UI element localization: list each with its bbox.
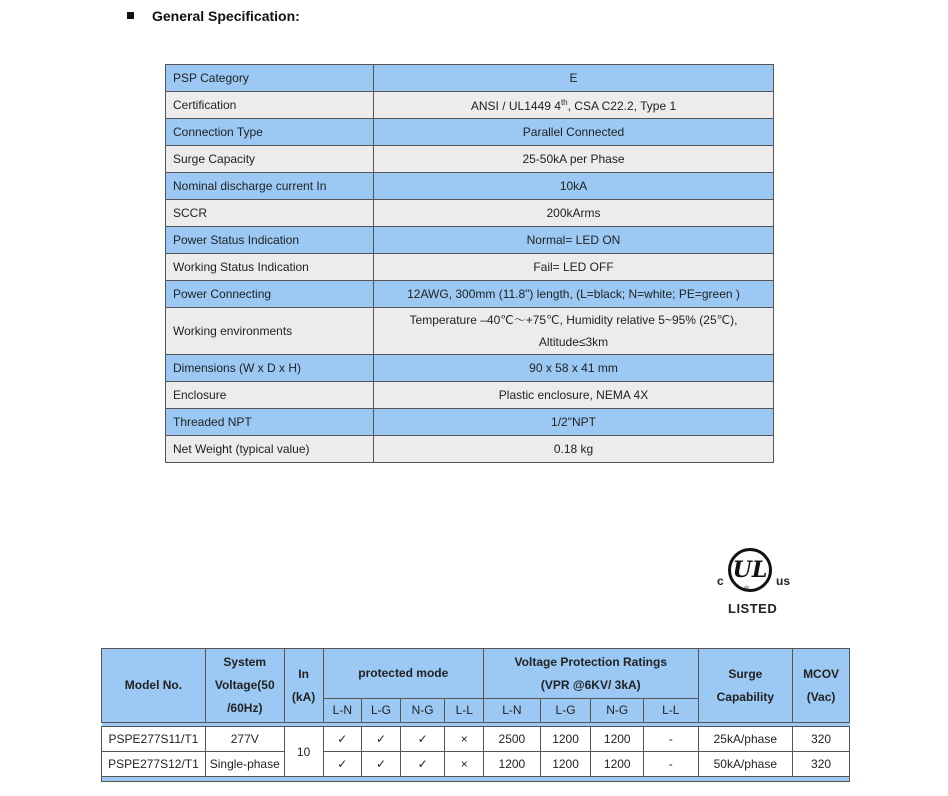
header-vpr-ng: N-G [591,699,644,723]
model-table [101,648,850,782]
section-heading [127,8,300,24]
spec-value: 0.18 kg [374,436,774,463]
spec-label: Dimensions (W x D x H) [166,355,374,382]
vpr-cell: 1200 [484,752,541,777]
spec-value: Normal= LED ON [374,227,774,254]
ul-logo-listed: LISTED [728,601,778,616]
spec-value: 12AWG, 300mm (11.8") length, (L=black; N=white; PE=green ) [374,281,774,308]
header-vpr-ln: L-N [484,699,541,723]
spec-row [166,254,774,281]
mode-cell: ✓ [400,752,445,777]
vpr-cell: - [644,752,698,777]
spec-row [166,409,774,436]
header-in: In (kA) [284,649,323,723]
spec-row [166,65,774,92]
mode-cell: ✓ [400,727,445,752]
header-pm-ln: L-N [323,699,362,723]
spec-label: Power Status Indication [166,227,374,254]
vpr-cell: - [644,727,698,752]
table-row [102,727,850,752]
spec-label: SCCR [166,200,374,227]
mode-cell: ✓ [362,727,401,752]
spec-label: PSP Category [166,65,374,92]
spec-row [166,146,774,173]
spec-value: Temperature –40℃～+75℃, Humidity relative 5~95% (25℃), Altitude≤3km [374,308,774,355]
section-heading-text: General Specification: [152,8,300,24]
spec-value: 1/2"NPT [374,409,774,436]
spec-label: Nominal discharge current In [166,173,374,200]
header-vpr-lg: L-G [540,699,591,723]
spec-row [166,119,774,146]
spec-label: Connection Type [166,119,374,146]
header-pm-ng: N-G [400,699,445,723]
spec-row [166,281,774,308]
general-spec-table [165,64,774,463]
mode-cell: × [445,727,484,752]
spec-label: Working Status Indication [166,254,374,281]
spec-label: Enclosure [166,382,374,409]
spec-label: Net Weight (typical value) [166,436,374,463]
spec-value: 200kArms [374,200,774,227]
spec-row [166,227,774,254]
spec-row [166,382,774,409]
mode-cell: ✓ [323,727,362,752]
spec-row [166,200,774,227]
mcov-cell: 320 [793,752,850,777]
vpr-cell: 1200 [591,727,644,752]
spec-row [166,92,774,119]
ul-listed-logo [714,548,798,620]
surge-cell: 25kA/phase [698,727,793,752]
spec-value: 90 x 58 x 41 mm [374,355,774,382]
spec-value: Plastic enclosure, NEMA 4X [374,382,774,409]
ul-logo-circle: UL [728,548,772,592]
mode-cell: × [445,752,484,777]
header-vpr-ll: L-L [644,699,698,723]
ul-logo-reg: ® [744,586,750,593]
surge-cell: 50kA/phase [698,752,793,777]
spec-value: E [374,65,774,92]
header-mcov: MCOV (Vac) [793,649,850,723]
spec-value: 10kA [374,173,774,200]
header-pm-lg: L-G [362,699,401,723]
header-protected-mode: protected mode [323,649,484,699]
spec-label: Threaded NPT [166,409,374,436]
ul-logo-c: c [717,574,724,588]
vpr-cell: 1200 [591,752,644,777]
mode-cell: ✓ [323,752,362,777]
mcov-cell: 320 [793,727,850,752]
header-pm-ll: L-L [445,699,484,723]
ul-logo-us: us [776,574,791,588]
spec-value: Parallel Connected [374,119,774,146]
in-cell: 10 [284,727,323,777]
table-row [102,752,850,777]
mode-cell: ✓ [362,752,401,777]
model-cell: PSPE277S11/T1 [102,727,206,752]
spec-value: 25-50kA per Phase [374,146,774,173]
vpr-cell: 1200 [540,727,591,752]
header-vpr: Voltage Protection Ratings (VPR @6KV/ 3kA) [484,649,698,699]
spec-label: Working environments [166,308,374,355]
voltage-cell: 277V [205,727,284,752]
spec-value: ANSI / UL1449 4th, CSA C22.2, Type 1 [374,92,774,119]
bullet-icon [127,12,134,19]
spec-label: Surge Capacity [166,146,374,173]
header-model: Model No. [102,649,206,723]
header-surge: Surge Capability [698,649,793,723]
spec-label: Power Connecting [166,281,374,308]
spec-row [166,173,774,200]
spec-label: Certification [166,92,374,119]
spec-value: Fail= LED OFF [374,254,774,281]
spec-row [166,355,774,382]
spec-row [166,436,774,463]
vpr-cell: 2500 [484,727,541,752]
voltage-cell: Single-phase [205,752,284,777]
header-system-voltage: System Voltage(50 /60Hz) [205,649,284,723]
model-cell: PSPE277S12/T1 [102,752,206,777]
spec-row [166,308,774,355]
vpr-cell: 1200 [540,752,591,777]
